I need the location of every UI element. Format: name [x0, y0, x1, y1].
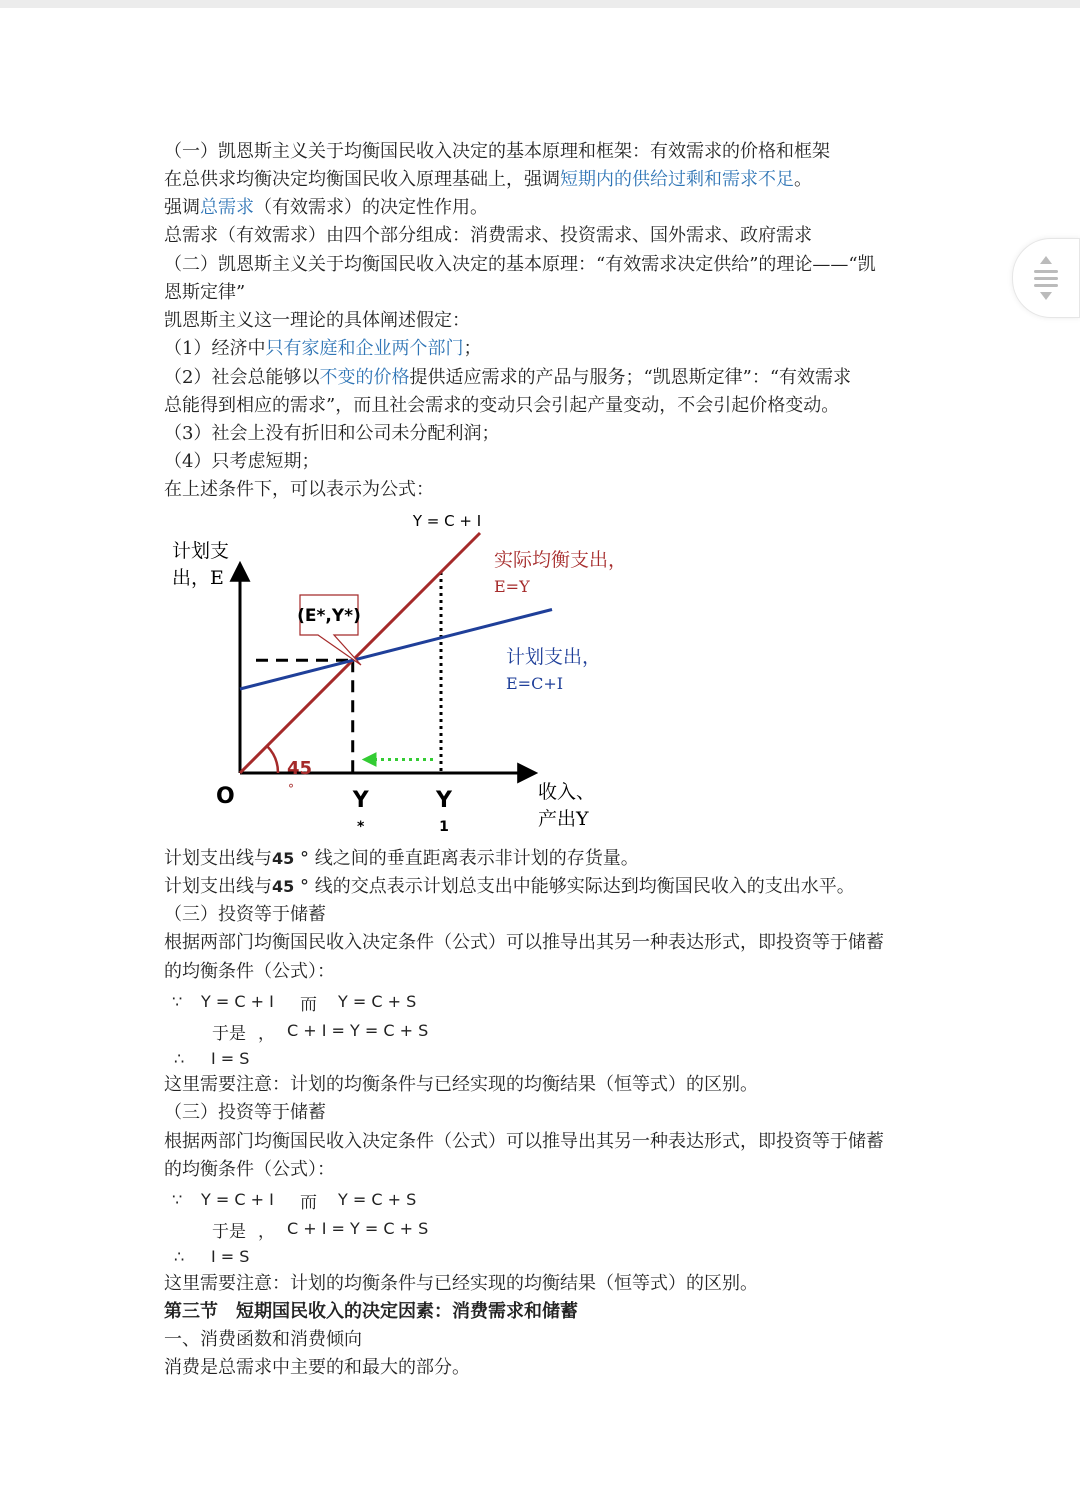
note-line: 这里需要注意：计划的均衡条件与已经实现的均衡结果（恒等式）的区别。 — [164, 1273, 758, 1294]
paragraph-line: 的均衡条件（公式）： — [164, 961, 335, 982]
equation-3: C + I = Y = C + S — [287, 1021, 429, 1040]
paragraph-line: 凯恩斯主义这一理论的具体阐述假定： — [164, 310, 470, 331]
equation-1: Y = C + I — [201, 992, 274, 1011]
equation-1: Y = C + I — [201, 1190, 274, 1209]
note-line: 这里需要注意：计划的均衡条件与已经实现的均衡结果（恒等式）的区别。 — [164, 1074, 758, 1095]
equation-4: I = S — [211, 1247, 250, 1266]
text-span: （2）社会总能够以 — [164, 367, 320, 388]
x-axis-label-2: 产出Y — [538, 808, 589, 830]
paragraph-line: 恩斯定律” — [164, 282, 246, 303]
angle-degree: ° — [288, 782, 294, 796]
paragraph-line: 总能得到相应的需求”，而且社会需求的变动只会引起产量变动，不会引起价格变动。 — [164, 395, 840, 416]
conjunction-er: 而 — [300, 995, 317, 1015]
origin-label: O — [216, 784, 235, 809]
equation-2: Y = C + S — [338, 992, 417, 1011]
y-axis-label-1: 计划支 — [172, 540, 230, 562]
heading-investment-savings-repeat: （三）投资等于储蓄 — [164, 1102, 326, 1123]
therefore-symbol: ∴ — [174, 1247, 185, 1266]
subsection-heading: 一、消费函数和消费倾向 — [164, 1329, 362, 1350]
text-span: 计划支出线与 — [164, 848, 272, 869]
text-span: ； — [463, 338, 482, 359]
equation-4: I = S — [211, 1049, 250, 1068]
number-span: 45 — [272, 849, 295, 868]
legend-actual-equation: E=Y — [494, 577, 530, 596]
equation-2: Y = C + S — [338, 1190, 417, 1209]
x-tick-label-y-star: Y — [352, 788, 369, 813]
angle-label: 45 — [287, 758, 313, 779]
scroll-icon — [1013, 239, 1079, 317]
because-symbol: ∵ — [172, 1190, 183, 1209]
paragraph-line: 在上述条件下，可以表示为公式： — [164, 479, 434, 500]
text-span: 提供适应需求的产品与服务；“凯恩斯定律”：“有效需求 — [409, 367, 852, 388]
heading-keynes-law: （二）凯恩斯主义关于均衡国民收入决定的基本原理：“有效需求决定供给”的理论——“凯 — [164, 254, 876, 275]
assumption-2 — [164, 364, 924, 392]
x-axis-label-1: 收入、 — [538, 781, 596, 803]
heading-keynes-framework: （一）凯恩斯主义关于均衡国民收入决定的基本原理和框架：有效需求的价格和框架 — [164, 141, 830, 162]
equilibrium-label: (E*,Y*) — [297, 606, 361, 626]
text-span: 计划支出线与 — [164, 876, 272, 897]
text-span: 线之间的垂直距离表示非计划的存货量。 — [314, 848, 639, 869]
paragraph-line — [164, 166, 924, 194]
top-bar — [0, 0, 1080, 8]
x-tick-sub-star: * — [357, 819, 365, 835]
text-span: （1）经济中 — [164, 338, 266, 359]
paragraph-line: 根据两部门均衡国民收入决定条件（公式）可以推导出其另一种表达形式，即投资等于储蓄 — [164, 932, 884, 953]
legend-planned-equation: E=C+I — [506, 674, 564, 693]
highlight-text: 短期内的供给过剩和需求不足 — [560, 169, 794, 190]
conjunction-yushi: 于是 — [212, 1222, 246, 1242]
text-span: 在总供求均衡决定均衡国民收入原理基础上，强调 — [164, 169, 560, 190]
conjunction-er: 而 — [300, 1193, 317, 1213]
y-axis-label-2: 出，E — [172, 567, 224, 589]
highlight-text: 不变的价格 — [319, 367, 410, 388]
paragraph-line: 消费是总需求中主要的和最大的部分。 — [164, 1357, 470, 1378]
assumption-3: （3）社会上没有折旧和公司未分配利润； — [164, 423, 500, 444]
therefore-symbol: ∴ — [174, 1049, 185, 1068]
heading-investment-savings: （三）投资等于储蓄 — [164, 904, 326, 925]
paragraph-line: 的均衡条件（公式）： — [164, 1159, 335, 1180]
text-span: 线的交点表示计划总支出中能够实际达到均衡国民收入的支出水平。 — [314, 876, 855, 897]
legend-actual-expenditure: 实际均衡支出， — [494, 549, 628, 571]
paragraph-line: 根据两部门均衡国民收入决定条件（公式）可以推导出其另一种表达形式，即投资等于储蓄 — [164, 1131, 884, 1152]
keynesian-cross-chart — [164, 505, 664, 840]
paragraph-line — [164, 194, 924, 222]
chart-note-1 — [164, 845, 924, 873]
text-span: 强调 — [164, 197, 200, 218]
comma: ， — [258, 1024, 275, 1044]
highlight-text: 总需求 — [200, 197, 254, 218]
text-span: ° — [300, 848, 309, 869]
conjunction-yushi: 于是 — [212, 1024, 246, 1044]
legend-planned-expenditure: 计划支出， — [506, 646, 602, 668]
series-line-actual-expenditure — [240, 533, 480, 773]
equation-3: C + I = Y = C + S — [287, 1219, 429, 1238]
text-span: ° — [300, 876, 309, 897]
scroll-handle[interactable] — [1012, 238, 1080, 318]
paragraph-line: 总需求（有效需求）由四个部分组成：消费需求、投资需求、国外需求、政府需求 — [164, 225, 812, 246]
formula-top: Y = C + I — [412, 512, 482, 530]
assumption-1 — [164, 335, 924, 363]
x-tick-sub-1: 1 — [439, 819, 449, 835]
text-span: （有效需求）的决定性作用。 — [254, 197, 488, 218]
comma: ， — [258, 1222, 275, 1242]
text-span: 。 — [794, 169, 812, 190]
highlight-text: 只有家庭和企业两个部门 — [265, 338, 464, 359]
chart-note-2 — [164, 873, 924, 901]
assumption-4: （4）只考虑短期； — [164, 451, 320, 472]
because-symbol: ∵ — [172, 992, 183, 1011]
angle-arc-icon — [267, 746, 278, 773]
number-span: 45 — [272, 877, 295, 896]
section-heading: 第三节 短期国民收入的决定因素：消费需求和储蓄 — [164, 1301, 578, 1322]
x-tick-label-y1: Y — [436, 788, 452, 813]
